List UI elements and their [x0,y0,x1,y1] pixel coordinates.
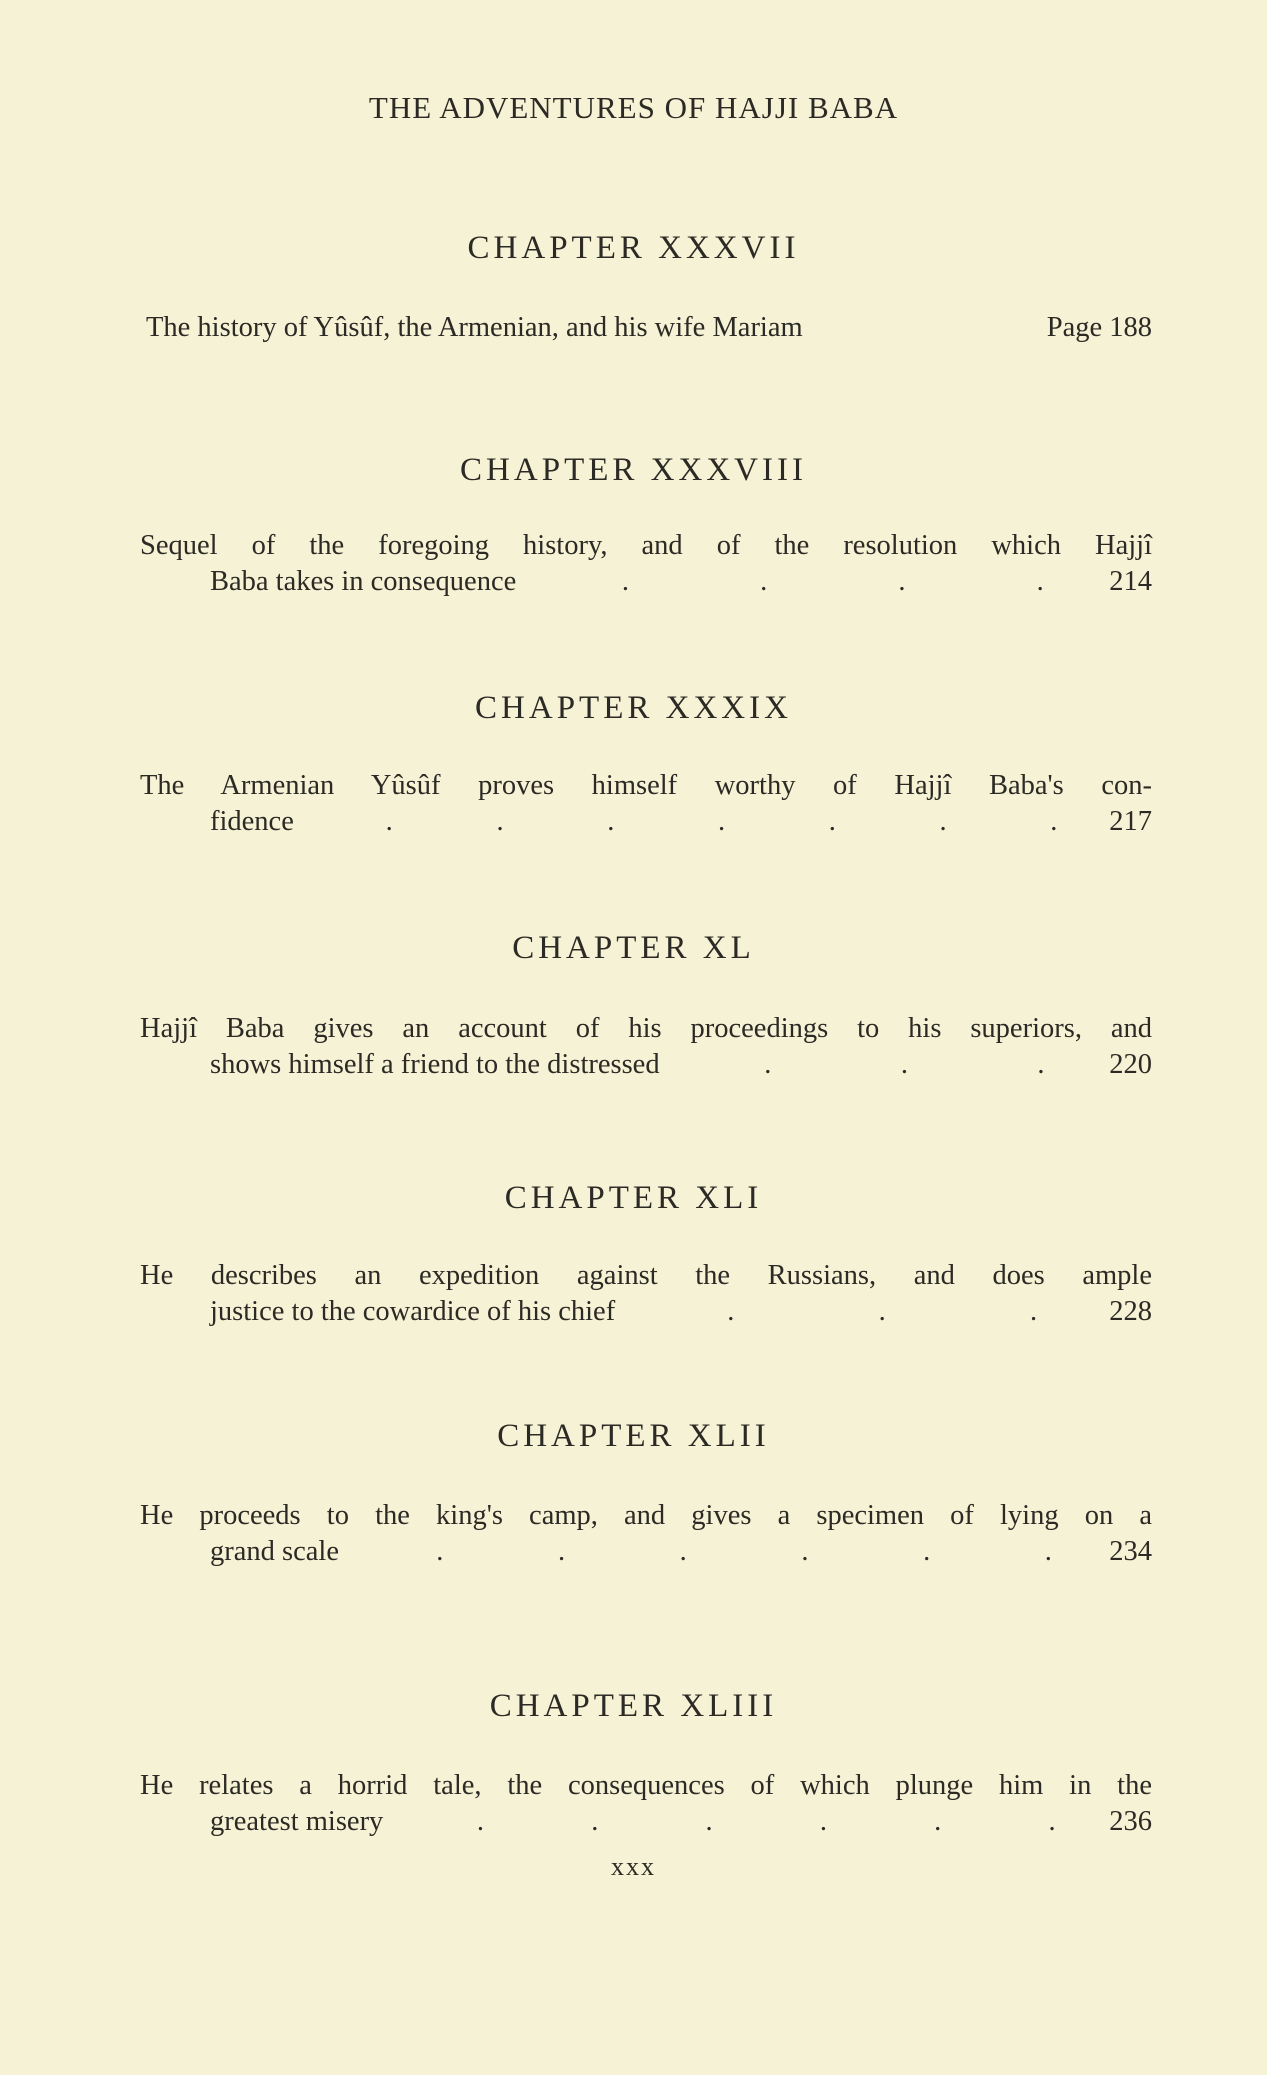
entry-text: He describes an expedition against the Russians, and does ample [140,1260,1152,1291]
entry-text-cont: Baba takes in consequence [210,566,517,597]
entry-line-2 [140,1047,1152,1083]
page-number: 228 [1109,1296,1152,1327]
leader-dot: . [607,806,615,837]
entry-line-2 [140,1294,1152,1330]
toc-entry [140,528,1152,600]
leader-dot: . [878,1296,886,1327]
leader-dot: . [1036,566,1044,597]
toc-entry [140,1011,1152,1083]
entry-text-cont: grand scale [210,1536,339,1567]
leader-dot: . [760,566,768,597]
entry-line-1 [140,768,1152,804]
leader-dots [516,564,1109,600]
leader-dot: . [727,1296,735,1327]
leader-dot: . [496,806,504,837]
page-number: 236 [1109,1806,1152,1837]
leader-dot: . [385,806,393,837]
entry-text: The Armenian Yûsûf proves himself worthy of Hajjî Baba's con- [140,770,1152,801]
entry-line-1 [140,1258,1152,1294]
leader-dot: . [1029,1296,1038,1327]
page-number: 220 [1109,1049,1152,1080]
chapter-heading: CHAPTER XLIII [489,1688,778,1724]
leader-dot: . [819,1806,827,1837]
leader-dot: . [717,806,726,837]
entry-text-cont: justice to the cowardice of his chief [210,1296,616,1327]
chapter-heading: CHAPTER XXXIX [475,690,792,726]
leader-dot: . [679,1536,687,1567]
leader-dots [339,1534,1109,1570]
leader-dot: . [801,1536,809,1567]
entry-text: He proceeds to the king's camp, and gives a specimen of lying on a [140,1500,1152,1531]
entry-line-1 [140,1498,1152,1534]
entry-text: The history of Yûsûf, the Armenian, and his wife Mariam [146,312,803,343]
leader-dot: . [1044,1536,1052,1567]
leader-dot: . [436,1536,444,1567]
entry-text: Sequel of the foregoing history, and of the resolution which Hajjî [140,530,1152,561]
leader-dot: . [705,1806,713,1837]
toc-entry [146,310,1152,346]
leader-dots [615,1294,1109,1330]
leader-dots [660,1047,1110,1083]
chapter-heading: CHAPTER XXXVII [467,230,800,266]
entry-line-2 [140,1534,1152,1570]
leader-dot: . [764,1049,772,1080]
toc-entry [140,1498,1152,1570]
leader-dot: . [898,566,906,597]
entry-text-cont: fidence [210,806,294,837]
entry-text: He relates a horrid tale, the consequences of which plunge him in the [140,1770,1152,1801]
leader-dot: . [1037,1049,1045,1080]
chapter-heading: CHAPTER XLI [504,1180,763,1216]
leader-dot: . [828,806,836,837]
entry-line-2 [140,564,1152,600]
leader-dot: . [934,1806,942,1837]
entry-line-1 [140,1768,1152,1804]
chapter-heading: CHAPTER XLII [497,1418,770,1454]
page-ref: Page 188 [1046,312,1152,343]
leader-dot: . [939,806,947,837]
leader-dot: . [621,566,629,597]
page-number: 217 [1109,806,1152,837]
leader-dot: . [476,1806,485,1837]
chapter-heading: CHAPTER XL [512,930,755,966]
entry-line-1 [140,1011,1152,1047]
running-head: THE ADVENTURES OF HAJJI BABA [368,90,899,125]
leader-dots [383,1804,1109,1840]
toc-entry [140,768,1152,840]
leader-dot: . [923,1536,931,1567]
page-number: 234 [1109,1536,1152,1567]
toc-entry [140,1258,1152,1330]
leader-dot: . [557,1536,566,1567]
entry-text-cont: greatest misery [210,1806,384,1837]
entry-line-1 [140,528,1152,564]
chapter-heading: CHAPTER XXXVIII [460,452,807,488]
entry-text: Hajjî Baba gives an account of his proceedings to his superiors, and [140,1013,1152,1044]
leader-dot: . [900,1049,908,1080]
toc-entry [140,1768,1152,1840]
leader-dot: . [591,1806,599,1837]
entry-line-2 [140,1804,1152,1840]
leader-dot: . [1050,806,1058,837]
leader-dot: . [1048,1806,1056,1837]
entry-text-cont: shows himself a friend to the distressed [210,1049,660,1080]
folio: xxx [611,1852,656,1881]
leader-dots [294,804,1109,840]
page-number: 214 [1109,566,1152,597]
entry-line-2 [140,804,1152,840]
